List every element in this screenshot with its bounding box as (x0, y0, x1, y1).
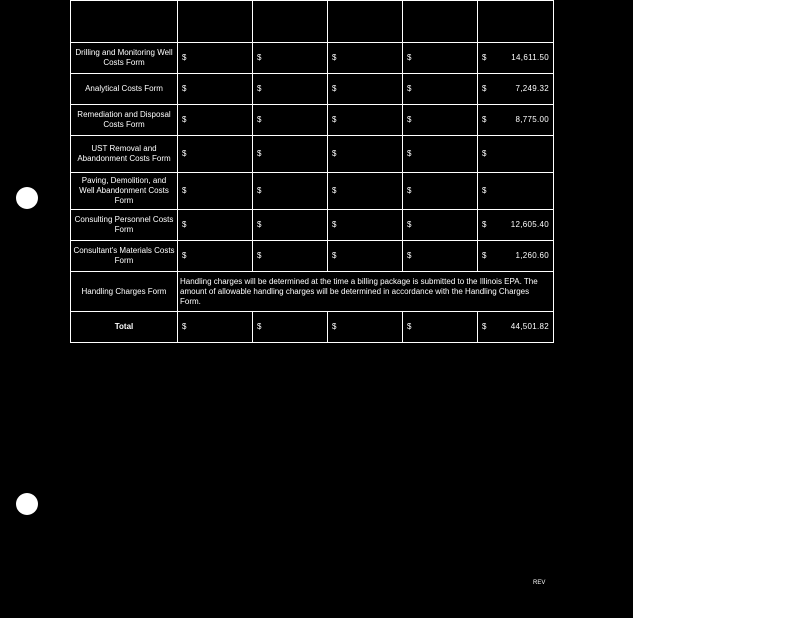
binder-hole-bottom (16, 493, 38, 515)
currency-symbol: $ (257, 186, 262, 195)
amount-cell (328, 210, 403, 241)
currency-symbol: $ (332, 115, 337, 124)
total-amount-cell (253, 312, 328, 343)
amount-cell (178, 136, 253, 173)
amount-cell (478, 43, 554, 74)
amount-cell (403, 43, 478, 74)
amount-cell (328, 43, 403, 74)
currency-symbol: $ (332, 220, 337, 229)
currency-symbol: $ (407, 115, 412, 124)
amount-cell (178, 173, 253, 210)
row-label: Analytical Costs Form (71, 74, 178, 105)
currency-symbol: $ (182, 84, 187, 93)
row-label (71, 1, 178, 43)
row-label: Drilling and Monitoring Well Costs Form (71, 43, 178, 74)
amount-cell (478, 241, 554, 272)
currency-symbol: $ (482, 115, 487, 124)
amount-cell (478, 105, 554, 136)
amount-cell (178, 105, 253, 136)
amount-cell (178, 241, 253, 272)
currency-symbol: $ (182, 322, 187, 331)
currency-symbol: $ (482, 53, 487, 62)
total-amount-value: 44,501.82 (510, 322, 549, 331)
amount-cell (403, 105, 478, 136)
amount-cell (328, 241, 403, 272)
amount-cell (403, 241, 478, 272)
amount-cell (253, 1, 328, 43)
currency-symbol: $ (257, 220, 262, 229)
currency-symbol: $ (332, 186, 337, 195)
currency-symbol: $ (182, 53, 187, 62)
amount-cell (403, 74, 478, 105)
amount-value: 8,775.00 (515, 115, 549, 124)
amount-value: 12,605.40 (510, 220, 549, 229)
amount-cell (328, 74, 403, 105)
amount-cell (328, 136, 403, 173)
amount-cell (253, 136, 328, 173)
amount-cell (253, 210, 328, 241)
amount-cell (478, 173, 554, 210)
amount-value: 14,611.50 (511, 53, 549, 62)
amount-cell (178, 74, 253, 105)
table-row (71, 74, 554, 105)
amount-cell (178, 43, 253, 74)
amount-cell (328, 173, 403, 210)
currency-symbol: $ (482, 220, 487, 229)
currency-symbol: $ (482, 251, 487, 260)
binder-hole-top (16, 187, 38, 209)
table-row (71, 241, 554, 272)
cost-summary-table (70, 0, 554, 343)
currency-symbol: $ (332, 251, 337, 260)
row-label: Paving, Demolition, and Well Abandonment Costs Form (71, 173, 178, 210)
currency-symbol: $ (182, 251, 187, 260)
total-amount-cell (403, 312, 478, 343)
amount-cell (403, 173, 478, 210)
currency-symbol: $ (257, 322, 262, 331)
amount-cell (328, 105, 403, 136)
currency-symbol: $ (182, 220, 187, 229)
amount-cell (253, 173, 328, 210)
amount-cell (253, 105, 328, 136)
amount-cell (178, 1, 253, 43)
amount-cell (478, 136, 554, 173)
row-label: UST Removal and Abandonment Costs Form (71, 136, 178, 173)
currency-symbol: $ (407, 84, 412, 93)
currency-symbol: $ (332, 84, 337, 93)
handling-charges-note: Handling charges will be determined at the time a billing package is submitted to the Illinois EPA. The amount of allowable handling charges will be determined in accordance with the Handling Charges Form. (178, 272, 554, 312)
row-label: Consultant's Materials Costs Form (71, 241, 178, 272)
currency-symbol: $ (407, 322, 412, 331)
currency-symbol: $ (407, 186, 412, 195)
table-row (71, 210, 554, 241)
table-row (71, 105, 554, 136)
amount-cell (403, 1, 478, 43)
currency-symbol: $ (332, 149, 337, 158)
currency-symbol: $ (482, 186, 487, 195)
currency-symbol: $ (257, 84, 262, 93)
amount-cell (403, 136, 478, 173)
currency-symbol: $ (332, 53, 337, 62)
currency-symbol: $ (257, 53, 262, 62)
amount-cell (253, 241, 328, 272)
row-label: Handling Charges Form (71, 272, 178, 312)
amount-cell (328, 1, 403, 43)
amount-value: 1,260.60 (515, 251, 549, 260)
total-amount-cell (328, 312, 403, 343)
amount-value: 7,249.32 (515, 84, 549, 93)
amount-cell (478, 210, 554, 241)
currency-symbol: $ (482, 84, 487, 93)
amount-cell (478, 74, 554, 105)
currency-symbol: $ (182, 186, 187, 195)
currency-symbol: $ (257, 115, 262, 124)
total-amount-cell (478, 312, 554, 343)
amount-cell (253, 74, 328, 105)
currency-symbol: $ (482, 149, 487, 158)
amount-cell (178, 210, 253, 241)
currency-symbol: $ (407, 149, 412, 158)
row-label: Remediation and Disposal Costs Form (71, 105, 178, 136)
currency-symbol: $ (407, 53, 412, 62)
amount-cell (253, 43, 328, 74)
table-row (71, 136, 554, 173)
table-row (71, 1, 554, 43)
currency-symbol: $ (332, 322, 337, 331)
total-label: Total (71, 312, 178, 343)
amount-cell (403, 210, 478, 241)
currency-symbol: $ (407, 220, 412, 229)
total-amount-cell (178, 312, 253, 343)
currency-symbol: $ (482, 322, 487, 331)
currency-symbol: $ (182, 149, 187, 158)
currency-symbol: $ (257, 149, 262, 158)
amount-cell (478, 1, 554, 43)
table-row (71, 43, 554, 74)
handling-charges-row (71, 272, 554, 312)
currency-symbol: $ (182, 115, 187, 124)
currency-symbol: $ (407, 251, 412, 260)
row-label: Consulting Personnel Costs Form (71, 210, 178, 241)
revision-mark: REV (533, 580, 546, 586)
total-row (71, 312, 554, 343)
currency-symbol: $ (257, 251, 262, 260)
table-row (71, 173, 554, 210)
